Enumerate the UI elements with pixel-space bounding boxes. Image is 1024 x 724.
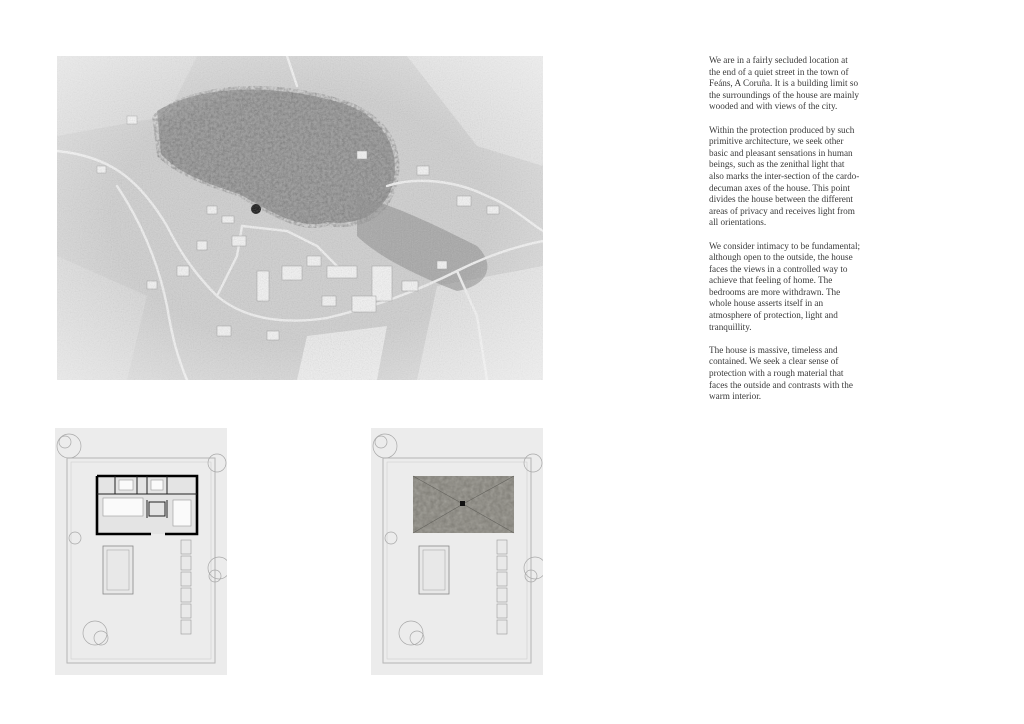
roof-plan-drawing	[371, 428, 543, 675]
aerial-site-photo	[57, 56, 543, 380]
floor-plan-drawing	[55, 428, 227, 675]
paragraph-location: We are in a fairly secluded location at the end of a quiet street in the town of Feáns, A Coruña. It is a building limit so the surroundings of the house are mainly wooded and with views of the city.	[709, 55, 860, 112]
roof-plan-graphic	[371, 428, 543, 675]
aerial-map-graphic	[57, 56, 543, 380]
paragraph-zenithal-light: Within the protection produced by such primitive architecture, we seek other basic and pleasant sensations in human beings, such as the zenithal light that also marks the inter-section of the cardo-decuman axes of the house. This point divides the house between the different areas of privacy and receives light from all orientations.	[709, 124, 860, 228]
paragraph-intimacy: We consider intimacy to be fundamental; although open to the outside, the house faces the views in a controlled way to achieve that feeling of home. The bedrooms are more withdrawn. The whole house asserts itself in an atmosphere of protection, light and tranquillity.	[709, 240, 861, 332]
project-description	[709, 55, 861, 414]
floor-plan-graphic	[55, 428, 227, 675]
paragraph-materiality: The house is massive, timeless and contained. We seek a clear sense of protection with a rough material that faces the outside and contrasts with the warm interior.	[709, 344, 853, 402]
